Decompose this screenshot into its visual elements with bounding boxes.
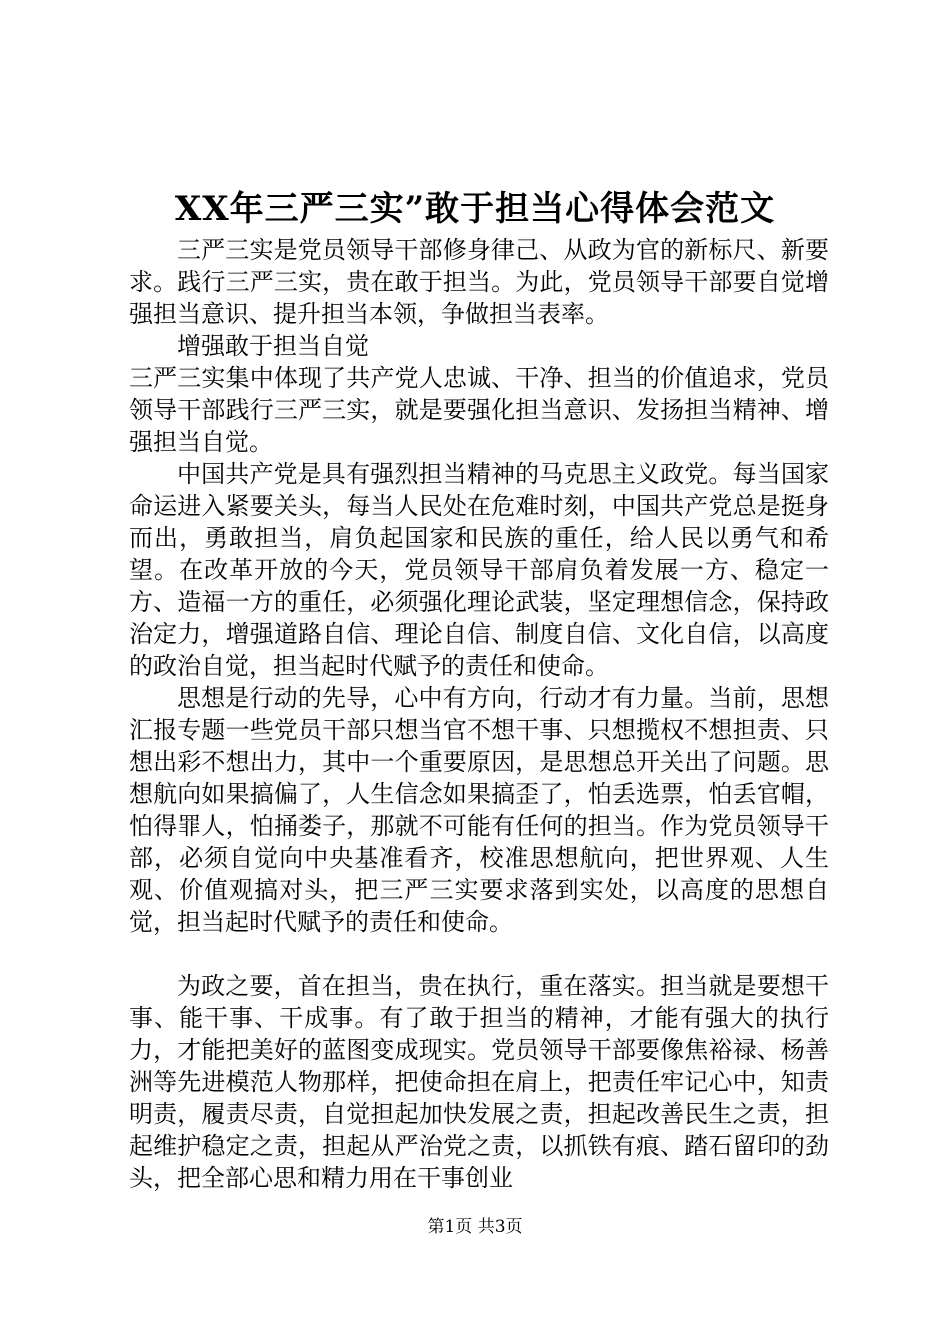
paragraph-gap — [129, 938, 829, 970]
document-title: XX年三严三实”敢于担当心得体会范文 — [174, 189, 776, 229]
paragraph-party-history: 中国共产党是具有强烈担当精神的马克思主义政党。每当国家命运进入紧要关头，每当人民处在危难时刻，中国共产党总是挺身而出，勇敢担当，肩负起国家和民族的重任，给人民以勇气和希望。在改革开放的今天，党员领导干部肩负着发展一方、稳定一方、造福一方的重任，必须强化理论武装，坚定理想信念，保持政治定力，增强道路自信、理论自信、制度自信、文化自信，以高度的政治自觉，担当起时代赋予的责任和使命。 — [129, 460, 829, 680]
paragraph-intro: 三严三实是党员领导干部修身律己、从政为官的新标尺、新要求。践行三严三实，贵在敢于担当。为此，党员领导干部要自觉增强担当意识、提升担当本领，争做担当表率。 — [129, 236, 829, 328]
paragraph-section-1: 三严三实集中体现了共产党人忠诚、干净、担当的价值追求，党员领导干部践行三严三实，就是要强化担当意识、发扬担当精神、增强担当自觉。 — [129, 364, 829, 456]
section-heading: 增强敢于担当自觉 — [177, 332, 369, 360]
paragraph-governance: 为政之要，首在担当，贵在执行，重在落实。担当就是要想干事、能干事、干成事。有了敢于担当的精神，才能有强大的执行力，才能把美好的蓝图变成现实。党员领导干部要像焦裕禄、杨善洲等先进模范人物那样，把使命担在肩上，把责任牢记心中，知责明责，履责尽责，自觉担起加快发展之责，担起改善民生之责，担起维护稳定之责，担起从严治党之责，以抓铁有痕、踏石留印的劲头，把全部心思和精力用在干事创业 — [129, 972, 829, 1192]
paragraph-thought: 思想是行动的先导，心中有方向，行动才有力量。当前，思想汇报专题一些党员干部只想当官不想干事、只想揽权不想担责、只想出彩不想出力，其中一个重要原因，是思想总开关出了问题。思想航向如果搞偏了，人生信念如果搞歪了，怕丢选票，怕丢官帽，怕得罪人，怕捅娄子，那就不可能有任何的担当。作为党员领导干部，必须自觉向中央基准看齐，校准思想航向，把世界观、人生观、价值观搞对头，把三严三实要求落到实处，以高度的思想自觉，担当起时代赋予的责任和使命。 — [129, 684, 829, 936]
document-body — [129, 234, 829, 1194]
page-number: 第1页 共3页 — [427, 1217, 523, 1237]
